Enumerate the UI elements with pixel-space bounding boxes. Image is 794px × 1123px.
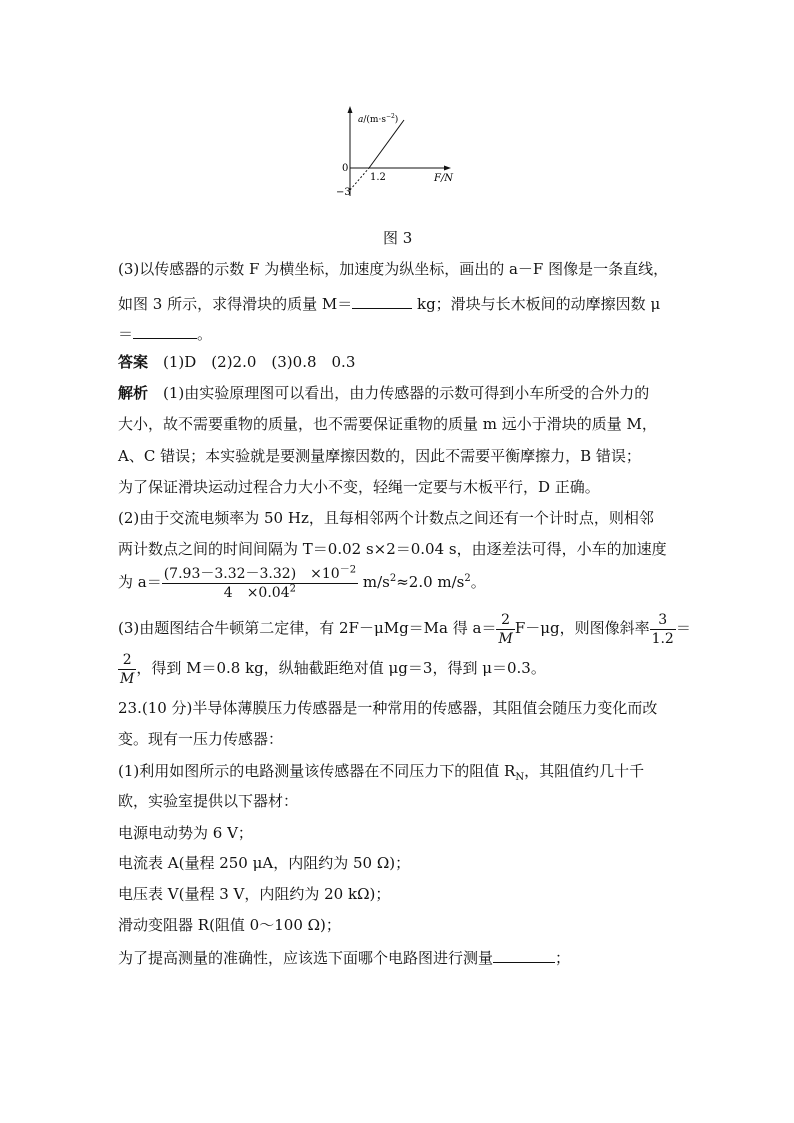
figure-caption: 图 3 bbox=[383, 229, 413, 247]
a-fraction-den: M bbox=[498, 630, 513, 647]
slope-fraction bbox=[650, 611, 676, 648]
graph-line-extension bbox=[350, 168, 369, 190]
y-axis-label-close: ) bbox=[394, 115, 399, 125]
analysis-p2-l1: (2)由于交流电频率为 50 Hz，且每相邻两个计数点之间还有一个计时点，则相邻 bbox=[118, 509, 654, 527]
origin-label: 0 bbox=[342, 163, 349, 174]
acc-unit: m/s bbox=[358, 573, 390, 591]
acc-result-exp: 2 bbox=[464, 573, 471, 584]
q23-line-6: 电流表 A(量程 250 μA，内阻约为 50 Ω)； bbox=[118, 854, 411, 872]
analysis-p3-text-a: (3)由题图结合牛顿第二定律，有 2F－μMg＝Ma 得 a＝ bbox=[118, 619, 497, 637]
q3-line-3-text: ＝ bbox=[118, 325, 134, 343]
acc-fraction-den: 4 ×0.04 bbox=[223, 584, 290, 601]
analysis-p1-l3: A、C 错误；本实验就是要测量摩擦因数的，因此不需要平衡摩擦力，B 错误； bbox=[118, 447, 641, 465]
analysis-p1-l1: (1)由实验原理图可以看出，由力传感器的示数可得到小车所受的合外力的 bbox=[163, 384, 650, 402]
q23-line-7: 电压表 V(量程 3 V，内阻约为 20 kΩ)； bbox=[118, 885, 391, 903]
answer-label: 答案 bbox=[118, 353, 149, 371]
slope-fraction-2-den: M bbox=[120, 670, 135, 687]
analysis-p2-l2: 两计数点之间的时间间隔为 T＝0.02 s×2＝0.04 s，由逐差法可得，小车的加速度 bbox=[118, 540, 667, 558]
acc-formula-prefix: 为 a＝ bbox=[118, 573, 162, 591]
q23-line-9 bbox=[118, 946, 570, 968]
analysis-p3-l2-text: ，得到 M＝0.8 kg，纵轴截距绝对值 μg＝3，得到 μ＝0.3。 bbox=[136, 659, 546, 677]
slope-fraction-2-num: 2 bbox=[122, 651, 132, 668]
slope-fraction-den: 1.2 bbox=[651, 630, 674, 647]
acc-fraction-num-exp: －2 bbox=[339, 563, 357, 575]
answer-text: (1)D (2)2.0 (3)0.8 0.3 bbox=[163, 353, 356, 371]
q3-line-3 bbox=[118, 322, 212, 344]
y-axis-label-exp: −2 bbox=[385, 113, 395, 120]
acc-fraction-den-exp: 2 bbox=[289, 582, 296, 594]
mu-answer-blank bbox=[133, 322, 197, 339]
analysis-p1-l4: 为了保证滑块运动过程合力大小不变，轻绳一定要与木板平行，D 正确。 bbox=[118, 478, 600, 496]
acc-end: 。 bbox=[470, 573, 486, 591]
slope-fraction-2 bbox=[118, 651, 136, 688]
y-axis-label-var: a bbox=[358, 115, 364, 125]
q23-line-4: 欧，实验室提供以下器材： bbox=[118, 792, 299, 810]
q23-line-9-tail: ； bbox=[555, 949, 571, 967]
analysis-line-1 bbox=[118, 383, 649, 403]
slope-fraction-num: 3 bbox=[658, 611, 668, 628]
analysis-label: 解析 bbox=[118, 384, 149, 402]
q3-line-2 bbox=[118, 292, 660, 314]
acc-fraction bbox=[162, 565, 358, 602]
analysis-p3-text-c: ＝ bbox=[675, 619, 691, 637]
q3-line-2-tail: kg；滑块与长木板间的动摩擦因数 μ bbox=[412, 295, 661, 313]
y-axis-arrow-icon bbox=[348, 106, 353, 113]
acc-fraction-num: (7.93－3.32－3.32) ×10 bbox=[163, 565, 340, 582]
q3-line-3-tail: 。 bbox=[197, 325, 213, 343]
q23-line-3 bbox=[118, 761, 644, 781]
q23-line-3-tail: ，其阻值约几十千 bbox=[524, 762, 645, 780]
acc-unit-exp: 2 bbox=[389, 573, 397, 584]
q23-line-8: 滑动变阻器 R(阻值 0～100 Ω)； bbox=[118, 916, 341, 934]
analysis-p1-l2: 大小，故不需要重物的质量，也不需要保证重物的质量 m 远小于滑块的质量 M， bbox=[118, 415, 657, 433]
q23-rn-subscript: N bbox=[515, 772, 525, 783]
a-fraction-num: 2 bbox=[501, 611, 511, 628]
q3-line-1: (3)以传感器的示数 F 为横坐标，加速度为纵坐标，画出的 a－F 图像是一条直线， bbox=[118, 260, 669, 278]
analysis-p3-l2 bbox=[118, 648, 546, 690]
analysis-p2-l3 bbox=[118, 562, 486, 604]
x-intercept-label: 1.2 bbox=[370, 172, 386, 183]
x-axis-arrow-icon bbox=[444, 166, 451, 171]
acc-result: ≈2.0 m/s bbox=[396, 573, 465, 591]
q23-line-2: 变。现有一压力传感器： bbox=[118, 730, 284, 748]
q23-line-3-text: (1)利用如图所示的电路测量该传感器在不同压力下的阻值 R bbox=[118, 762, 516, 780]
analysis-p3-l1 bbox=[118, 608, 691, 650]
a-f-graph bbox=[330, 104, 470, 204]
q3-line-2-text: 如图 3 所示，求得滑块的质量 M＝ bbox=[118, 295, 353, 313]
q23-line-1: 23.(10 分)半导体薄膜压力传感器是一种常用的传感器，其阻值会随压力变化而改 bbox=[118, 699, 658, 717]
y-axis-label-unit: /(m·s bbox=[363, 115, 386, 125]
a-fraction bbox=[496, 611, 514, 648]
q23-line-5: 电源电动势为 6 V； bbox=[118, 824, 253, 842]
mass-answer-blank bbox=[352, 292, 412, 309]
x-axis-label: F/N bbox=[434, 173, 454, 184]
circuit-answer-blank bbox=[493, 946, 555, 963]
y-intercept-label: −3 bbox=[336, 187, 351, 198]
y-axis-label bbox=[358, 113, 398, 125]
analysis-p3-text-b: F－μg，则图像斜率 bbox=[514, 619, 650, 637]
answer-line bbox=[118, 352, 355, 372]
q23-line-9-text: 为了提高测量的准确性，应该选下面哪个电路图进行测量 bbox=[118, 949, 494, 967]
graph-line bbox=[369, 120, 404, 168]
